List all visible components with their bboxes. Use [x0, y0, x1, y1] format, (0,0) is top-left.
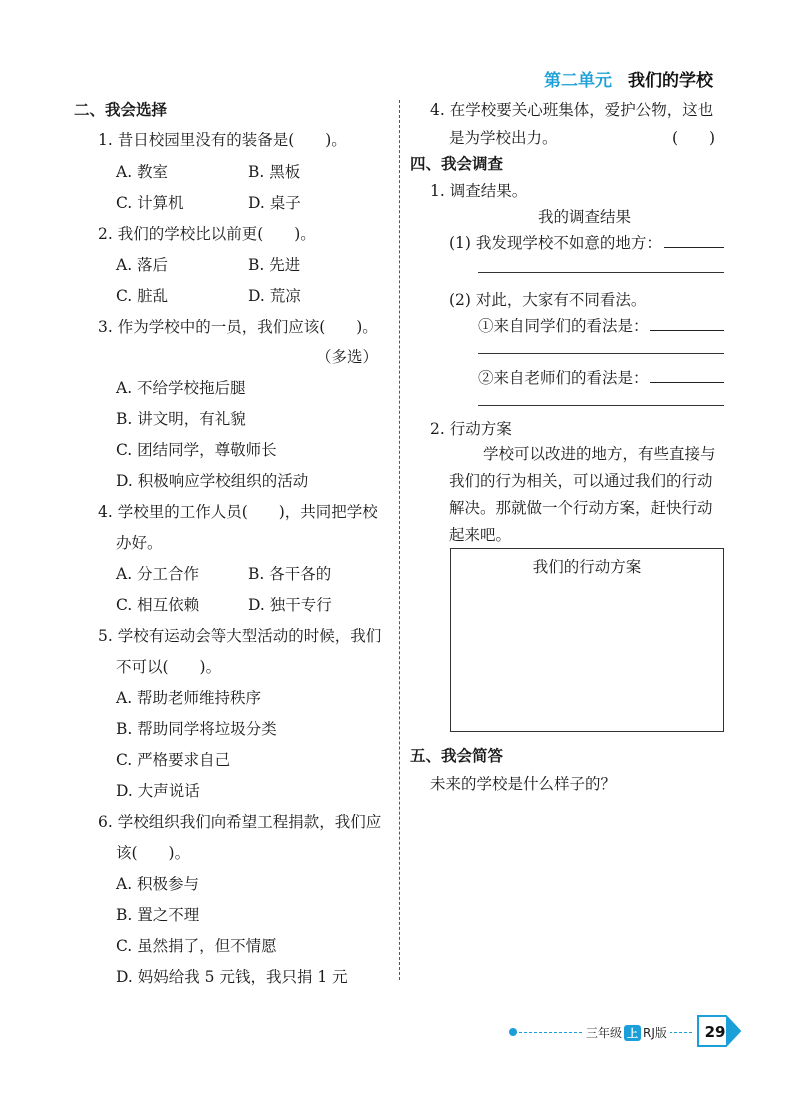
survey-sub2-label: ②来自老师们的看法是： [478, 369, 649, 387]
section-choice-heading: 二、我会选择 [74, 101, 168, 119]
survey-sub1-blank[interactable] [650, 316, 724, 331]
q5-stem-line2: 不可以( )。 [116, 658, 222, 676]
q6-stem-line1: 6. 学校组织我们向希望工程捐款，我们应 [98, 813, 382, 831]
column-divider [399, 100, 400, 980]
unit-label: 第二单元 [544, 71, 612, 91]
survey-sub2-blank[interactable] [650, 368, 724, 383]
q5-option-d[interactable]: D. 大声说话 [116, 782, 200, 800]
q6-stem-line2: 该( )。 [116, 844, 191, 862]
action-plan-box[interactable] [450, 548, 724, 732]
survey-result-title: 我的调查结果 [538, 208, 632, 226]
q3-option-b[interactable]: B. 讲文明，有礼貌 [116, 410, 246, 428]
q4-stem-line1: 4. 学校里的工作人员( )，共同把学校 [98, 503, 378, 521]
q2-option-d[interactable]: D. 荒凉 [248, 287, 301, 305]
tf-q4-answer-paren[interactable]: ( ) [672, 129, 716, 147]
q1-option-c[interactable]: C. 计算机 [116, 194, 184, 212]
survey-result-heading: 1. 调查结果。 [430, 182, 528, 200]
q1-option-a[interactable]: A. 教室 [116, 163, 169, 181]
plan-paragraph-line4: 起来吧。 [449, 526, 512, 544]
action-plan-title: 我们的行动方案 [532, 558, 642, 576]
plan-paragraph-line1: 学校可以改进的地方，有些直接与 [483, 445, 716, 463]
q6-option-d[interactable]: D. 妈妈给我 5 元钱，我只捐 1 元 [116, 968, 348, 986]
q1-stem: 1. 昔日校园里没有的装备是( )。 [98, 131, 347, 149]
q4-option-b[interactable]: B. 各干各的 [248, 565, 332, 583]
q2-option-b[interactable]: B. 先进 [248, 256, 301, 274]
footer-edition-info [583, 1024, 670, 1041]
q5-option-b[interactable]: B. 帮助同学将垃圾分类 [116, 720, 277, 738]
tf-q4-line1: 4. 在学校要关心班集体，爱护公物，这也 [430, 101, 714, 119]
q4-stem-line2: 办好。 [116, 534, 163, 552]
q6-option-a[interactable]: A. 积极参与 [116, 875, 200, 893]
tf-q4-line2: 是为学校出力。 [449, 129, 558, 147]
q3-stem: 3. 作为学校中的一员，我们应该( )。 [98, 318, 378, 336]
q1-option-d[interactable]: D. 桌子 [248, 194, 301, 212]
survey-item2-label: (2) 对此，大家有不同看法。 [449, 291, 647, 309]
survey-item1-answer-line[interactable] [478, 272, 724, 273]
q6-option-b[interactable]: B. 置之不理 [116, 906, 200, 924]
plan-heading: 2. 行动方案 [430, 420, 512, 438]
short-answer-question: 未来的学校是什么样子的？ [430, 775, 617, 793]
q4-option-c[interactable]: C. 相互依赖 [116, 596, 200, 614]
q2-stem: 2. 我们的学校比以前更( )。 [98, 225, 316, 243]
q3-option-d[interactable]: D. 积极响应学校组织的活动 [116, 472, 309, 490]
unit-title: 我们的学校 [628, 71, 713, 91]
plan-paragraph-line3: 解决。那就做一个行动方案，赶快行动 [449, 499, 713, 517]
q6-option-c[interactable]: C. 虽然捐了，但不情愿 [116, 937, 277, 955]
page-number: 29 [704, 1023, 726, 1041]
survey-sub1-answer-line[interactable] [478, 353, 724, 354]
q2-option-c[interactable]: C. 脏乱 [116, 287, 169, 305]
q1-option-b[interactable]: B. 黑板 [248, 163, 301, 181]
q5-option-c[interactable]: C. 严格要求自己 [116, 751, 231, 769]
q3-option-c[interactable]: C. 团结同学，尊敬师长 [116, 441, 277, 459]
survey-item1-label: (1) 我发现学校不如意的地方： [449, 234, 662, 252]
survey-item1-blank[interactable] [664, 233, 724, 248]
survey-sub2-answer-line[interactable] [478, 405, 724, 406]
survey-sub1-label: ①来自同学们的看法是： [478, 317, 649, 335]
q5-stem-line1: 5. 学校有运动会等大型活动的时候，我们 [98, 627, 382, 645]
q4-option-d[interactable]: D. 独干专行 [248, 596, 332, 614]
footer-term-badge: 上 [624, 1025, 641, 1041]
q3-multi-note: （多选） [316, 348, 379, 366]
section-short-answer-heading: 五、我会简答 [410, 747, 504, 765]
q3-option-a[interactable]: A. 不给学校拖后腿 [116, 379, 246, 397]
section-survey-heading: 四、我会调查 [410, 155, 504, 173]
q4-option-a[interactable]: A. 分工合作 [116, 565, 200, 583]
footer-grade: 三年级 [586, 1026, 623, 1040]
footer-edition: RJ版 [643, 1026, 667, 1040]
plan-paragraph-line2: 我们的行为相关，可以通过我们的行动 [449, 472, 713, 490]
q5-option-a[interactable]: A. 帮助老师维持秩序 [116, 689, 262, 707]
q2-option-a[interactable]: A. 落后 [116, 256, 169, 274]
